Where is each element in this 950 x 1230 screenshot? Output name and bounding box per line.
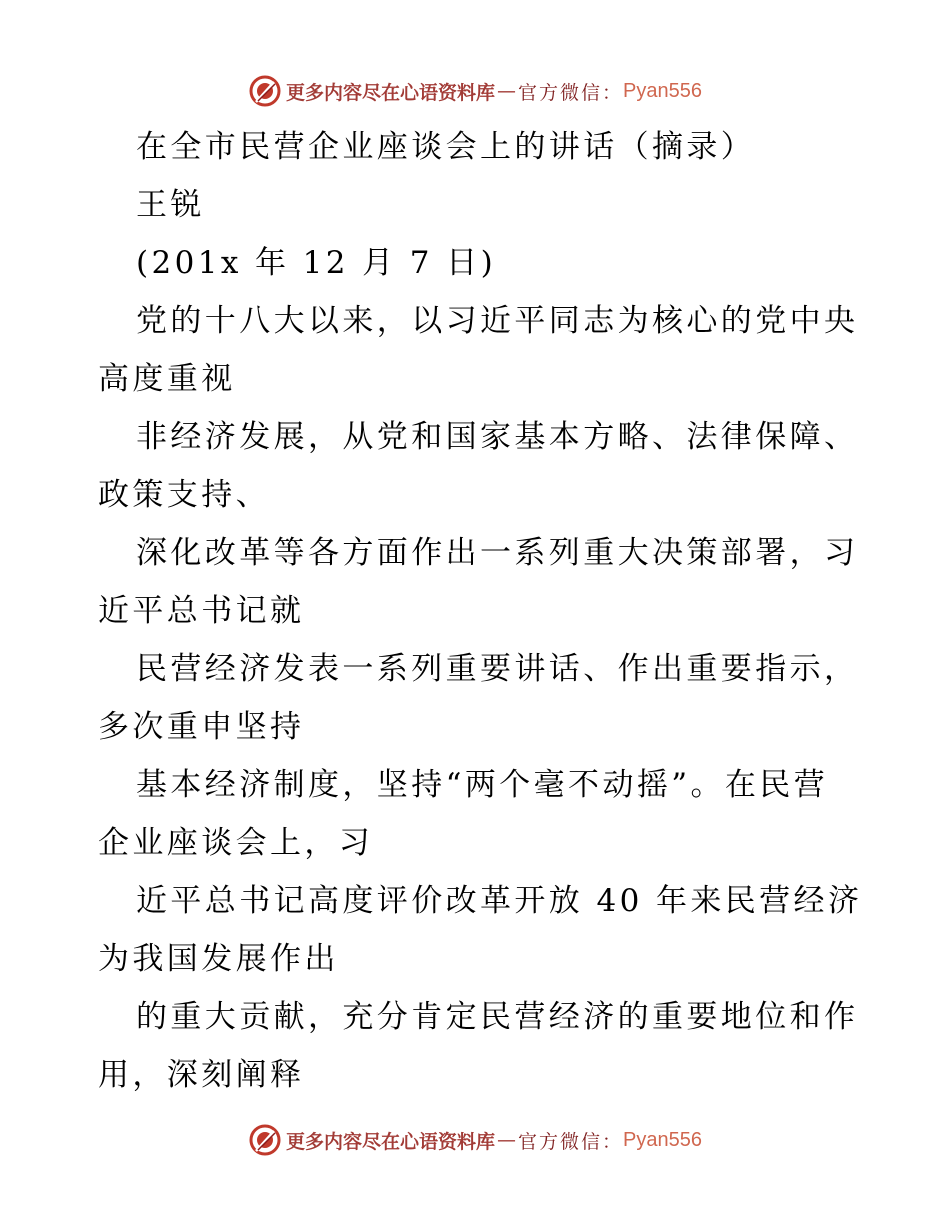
banner-wechat-handle: Pyan556 xyxy=(623,79,702,102)
paragraph-line: 民营经济发表一系列重要讲话、作出重要指示， xyxy=(136,651,859,687)
banner-brand-text: 更多内容尽在心语资料库 xyxy=(286,81,496,104)
footer-banner xyxy=(0,1120,950,1160)
paragraph-line: 党的十八大以来，以习近平同志为核心的党中央 xyxy=(136,303,859,339)
stamp-logo-icon xyxy=(248,74,282,108)
paragraph-line: 近平总书记高度评价改革开放 40 年来民营经济 xyxy=(136,883,863,919)
paragraph-line: 企业座谈会上，习 xyxy=(98,825,374,861)
banner-wechat-handle: Pyan556 xyxy=(623,1128,702,1151)
document-title: 在全市民营企业座谈会上的讲话（摘录） xyxy=(136,129,756,165)
paragraph-line: 非经济发展，从党和国家基本方略、法律保障、 xyxy=(136,419,859,455)
banner-wechat-label: 官方微信： xyxy=(518,81,624,104)
paragraph-line: 高度重视 xyxy=(98,361,236,397)
paragraph-line: 基本经济制度，坚持“两个毫不动摇”。在民营 xyxy=(136,767,829,803)
paragraph-line: 政策支持、 xyxy=(98,477,270,513)
paragraph-line: 深化改革等各方面作出一系列重大决策部署，习 xyxy=(136,535,859,571)
banner-brand-text: 更多内容尽在心语资料库 xyxy=(286,1130,496,1153)
paragraph-line: 的重大贡献，充分肯定民营经济的重要地位和作 xyxy=(136,999,859,1035)
document-date: (201x 年 12 月 7 日) xyxy=(136,245,497,281)
paragraph-line: 近平总书记就 xyxy=(98,593,305,629)
banner-dash: — xyxy=(497,80,517,102)
document-author: 王锐 xyxy=(136,187,205,223)
header-banner xyxy=(0,71,950,111)
banner-dash: — xyxy=(497,1129,517,1151)
paragraph-line: 为我国发展作出 xyxy=(98,941,339,977)
paragraph-line: 用，深刻阐释 xyxy=(98,1057,305,1093)
stamp-logo-icon xyxy=(248,1123,282,1157)
banner-wechat-label: 官方微信： xyxy=(518,1130,624,1153)
paragraph-line: 多次重申坚持 xyxy=(98,709,305,745)
